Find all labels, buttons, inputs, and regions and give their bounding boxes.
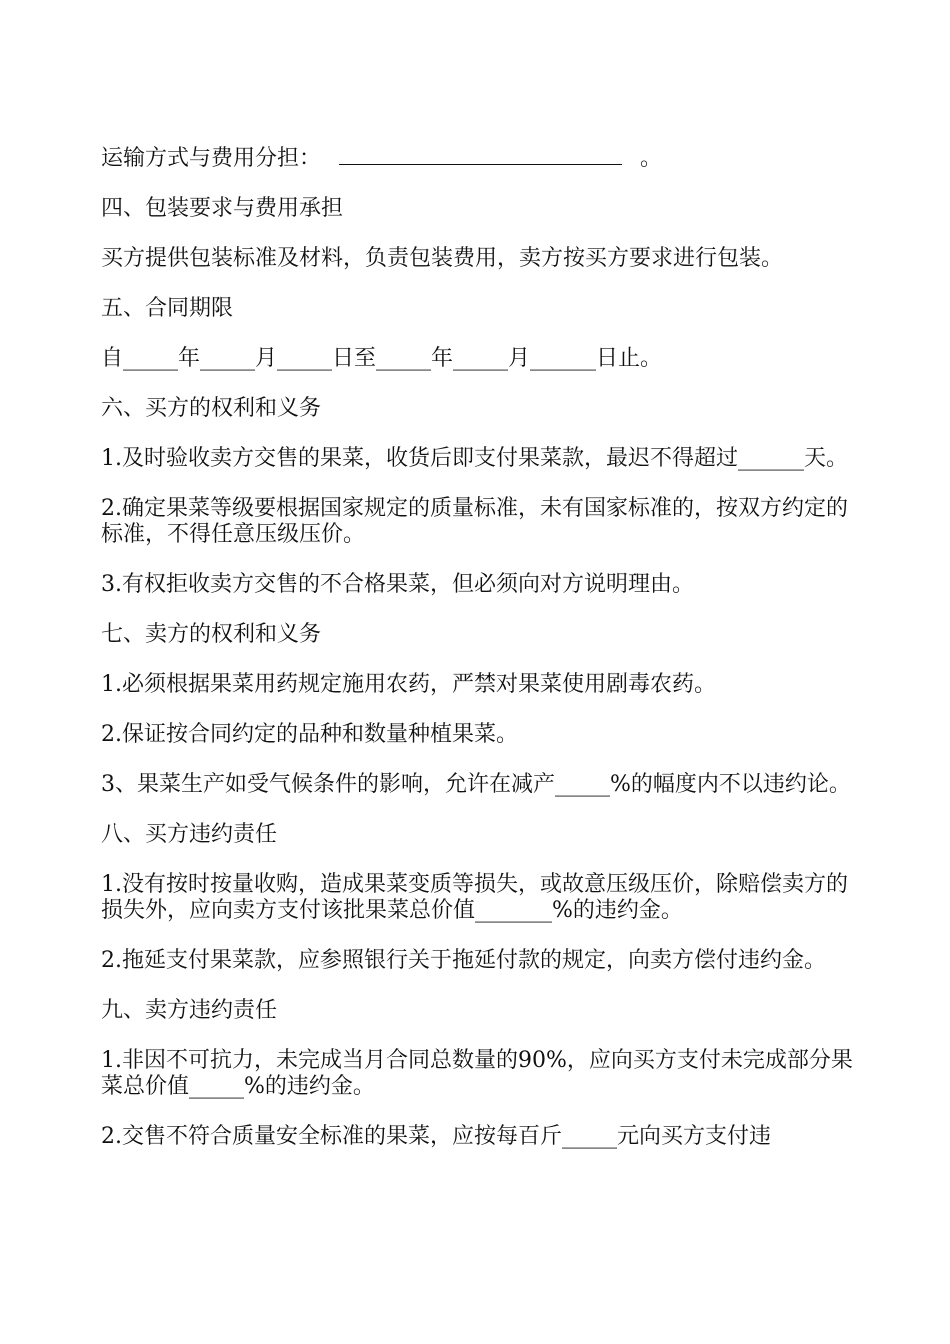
paragraph-seller-item-1: 1.必须根据果菜用药规定施用农药，严禁对果菜使用剧毒农药。	[101, 672, 716, 697]
paragraph-buyer-item-1: 1.及时验收卖方交售的果菜，收货后即支付果菜款，最迟不得超过______天。	[101, 446, 848, 471]
transport-suffix: 。	[640, 146, 663, 171]
paragraph-buyer-breach-1: 1.没有按时按量收购，造成果菜变质等损失，或故意压级压价，除赔偿卖方的损失外，应向卖方支付该批果菜总价值_______%的违约金。	[101, 872, 848, 923]
section-heading-buyer-rights: 六、买方的权利和义务	[101, 396, 322, 421]
section-heading-term: 五、合同期限	[101, 296, 234, 321]
paragraph-packaging: 买方提供包装标准及材料，负责包装费用，卖方按买方要求进行包装。	[101, 246, 784, 271]
section-heading-seller-breach: 九、卖方违约责任	[101, 998, 278, 1023]
transport-line	[101, 146, 853, 172]
transport-blank	[339, 146, 622, 165]
paragraph-buyer-item-3: 3.有权拒收卖方交售的不合格果菜，但必须向对方说明理由。	[101, 572, 694, 597]
paragraph-buyer-breach-2: 2.拖延支付果菜款，应参照银行关于拖延付款的规定，向卖方偿付违约金。	[101, 948, 826, 973]
paragraph-seller-item-2: 2.保证按合同约定的品种和数量种植果菜。	[101, 722, 518, 747]
paragraph-seller-breach-1: 1.非因不可抗力，未完成当月合同总数量的90%，应向买方支付未完成部分果菜总价值_____%的违约金。	[101, 1048, 853, 1099]
paragraph-term-dates: 自_____年_____月_____日至_____年_____月______日止。	[101, 346, 663, 371]
document-page	[101, 146, 853, 1174]
paragraph-seller-breach-2: 2.交售不符合质量安全标准的果菜，应按每百斤_____元向买方支付违	[101, 1124, 771, 1149]
section-heading-buyer-breach: 八、买方违约责任	[101, 822, 278, 847]
section-heading-seller-rights: 七、卖方的权利和义务	[101, 622, 322, 647]
paragraph-buyer-item-2: 2.确定果菜等级要根据国家规定的质量标准，未有国家标准的，按双方约定的标准，不得任意压级压价。	[101, 496, 848, 547]
section-heading-packaging: 四、包装要求与费用承担	[101, 196, 344, 221]
transport-label: 运输方式与费用分担：	[101, 146, 322, 171]
paragraph-seller-item-3: 3、果菜生产如受气候条件的影响，允许在减产_____%的幅度内不以违约论。	[101, 772, 851, 797]
